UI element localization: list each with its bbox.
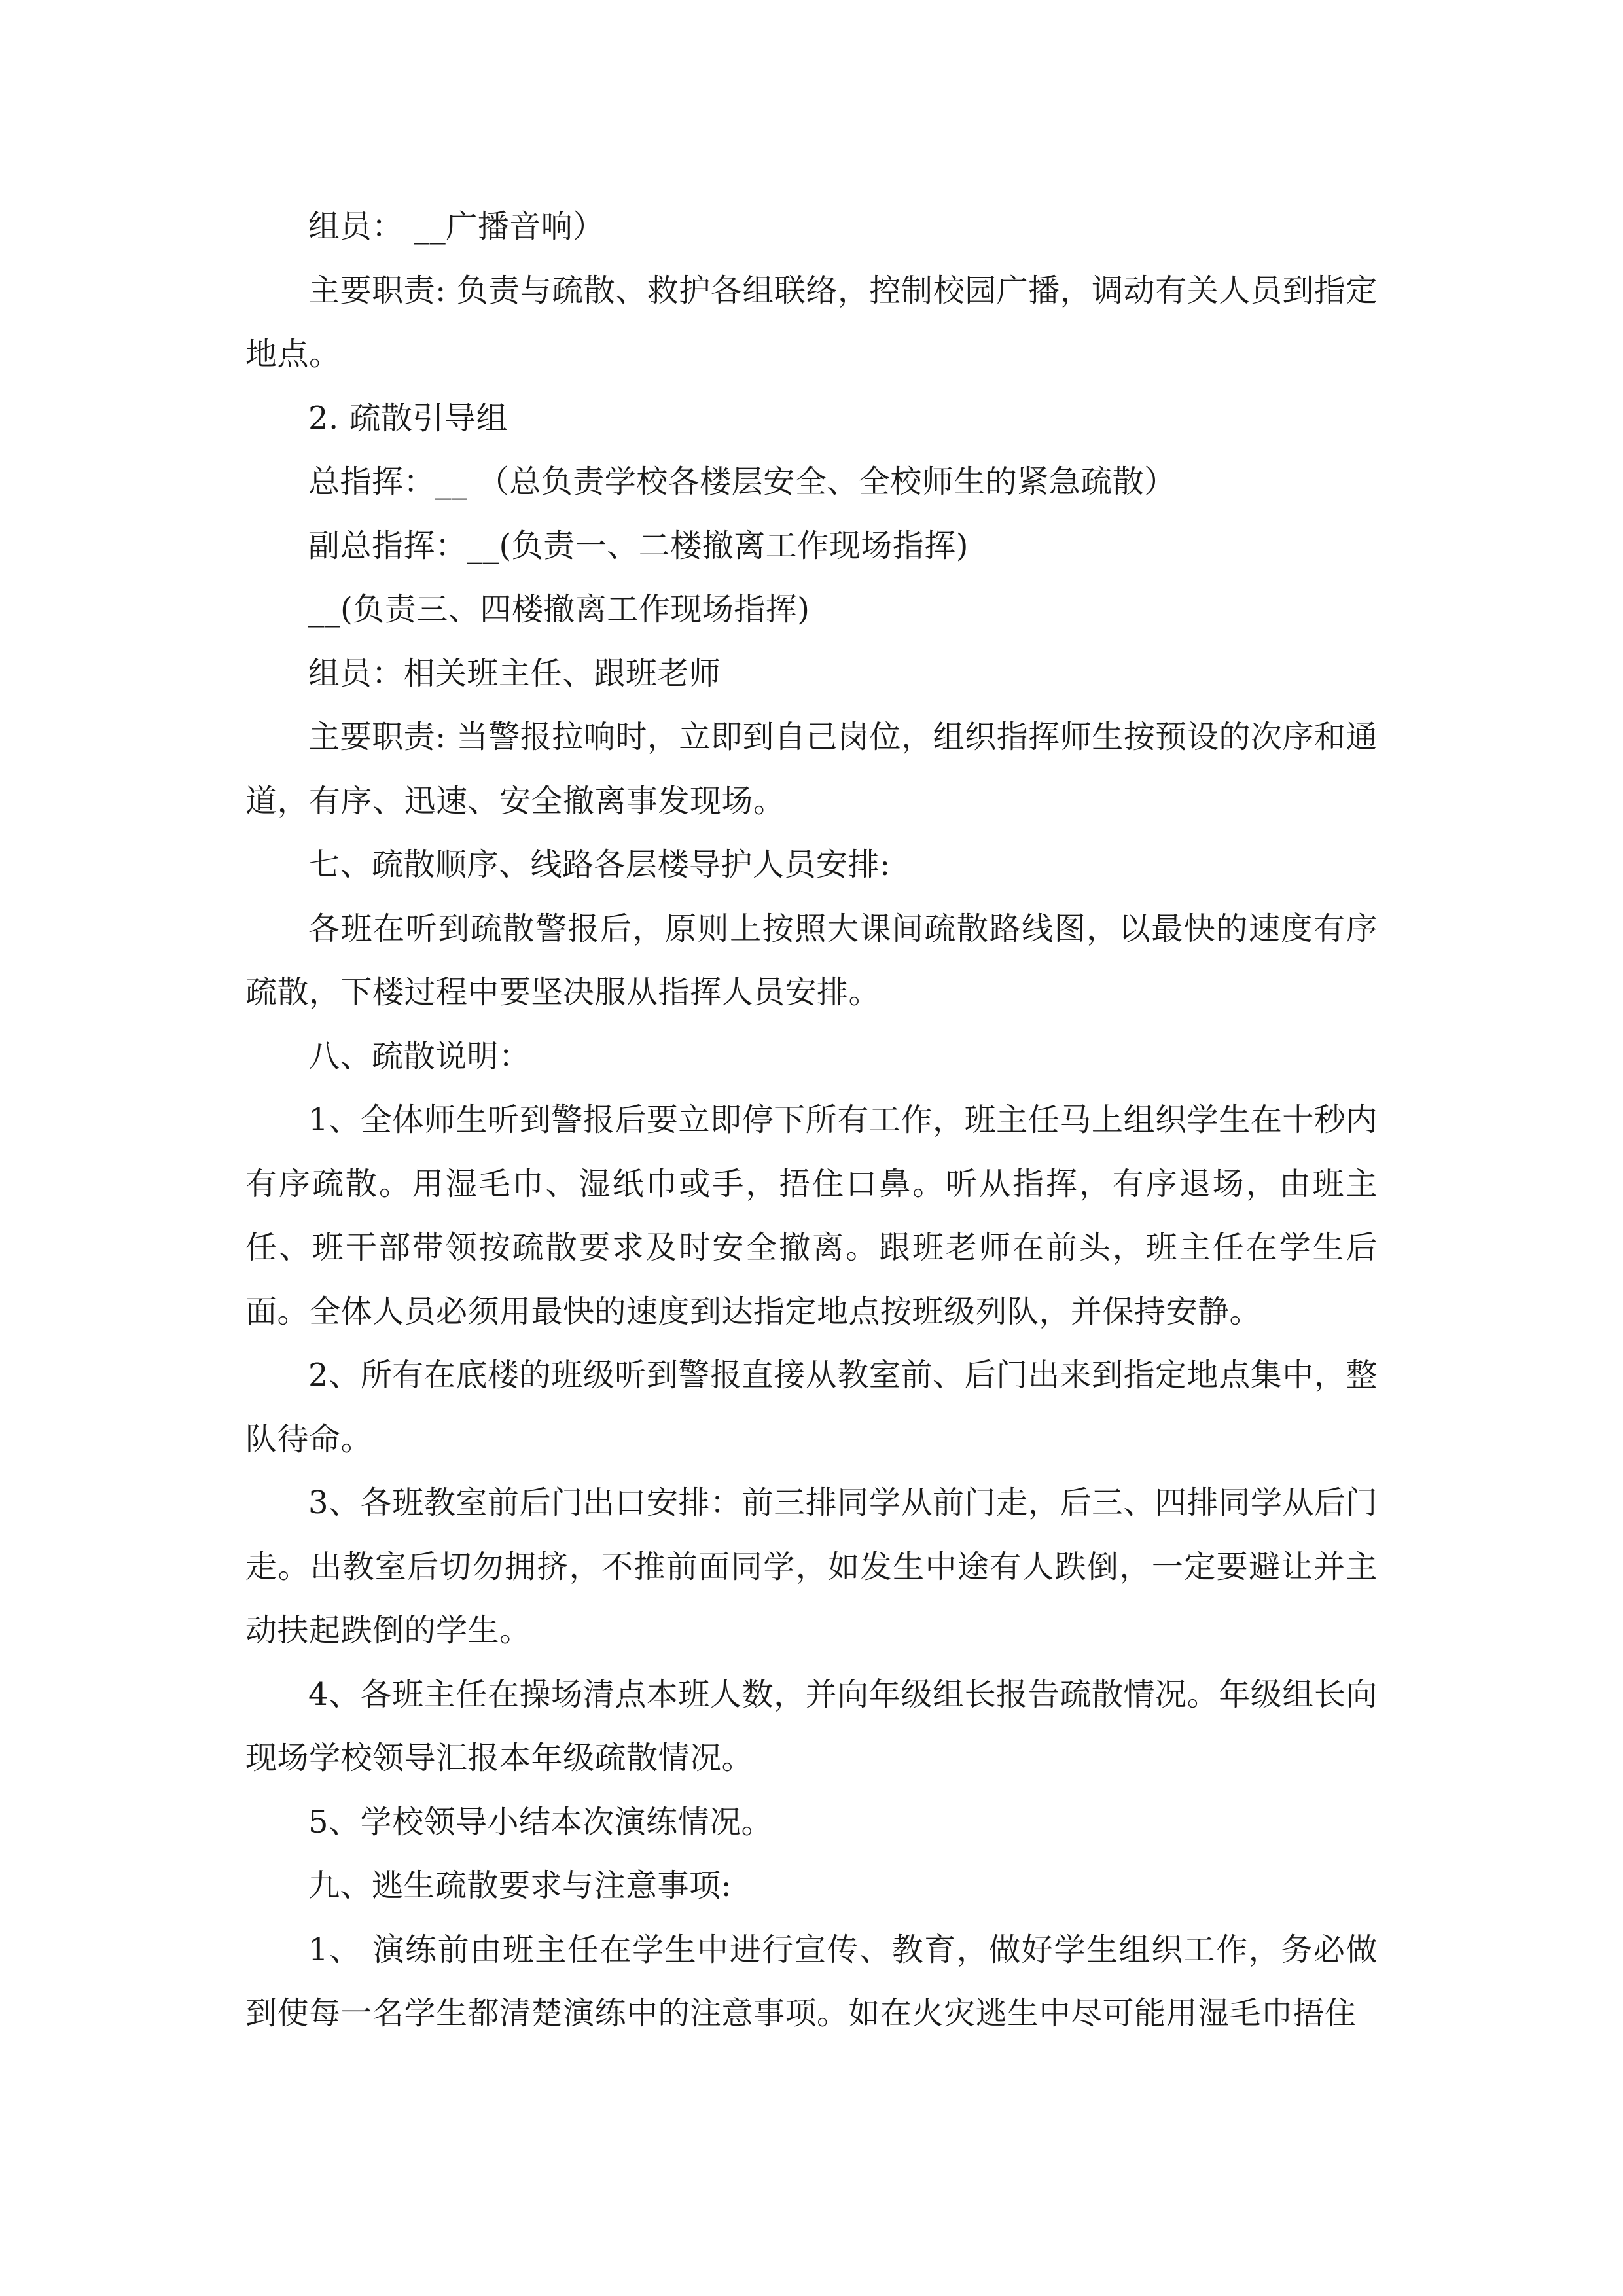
paragraph-member-broadcast: 组员： __广播音响） bbox=[308, 208, 605, 245]
document-body bbox=[245, 195, 1378, 2046]
paragraph-instruction-2: 2、所有在底楼的班级听到警报直接从教室前、后门出来到指定地点集中，整队待命。 bbox=[245, 1357, 1378, 1458]
paragraph-main-duty-evacuation: 主要职责: 当警报拉响时，立即到自己岗位，组织指挥师生按预设的次序和通道，有序、迅速、安全撤离事发现场。 bbox=[245, 719, 1378, 819]
paragraph-instruction-5: 5、学校领导小结本次演练情况。 bbox=[308, 1803, 774, 1840]
paragraph-main-duty-liaison: 主要职责: 负责与疏散、救护各组联络，控制校园广播，调动有关人员到指定地点。 bbox=[245, 272, 1378, 372]
paragraph-instruction-3: 3、各班教室前后门出口安排：前三排同学从前门走，后三、四排同学从后门走。出教室后切勿拥挤，不推前面同学，如发生中途有人跌倒，一定要避让并主动扶起跌倒的学生。 bbox=[245, 1484, 1378, 1649]
heading-section-seven: 七、疏散顺序、线路各层楼导护人员安排: bbox=[308, 846, 891, 883]
paragraph-chief-commander: 总指挥：__ （总负责学校各楼层安全、全校师生的紧急疏散） bbox=[308, 463, 1176, 500]
paragraph-deputy-commander: 副总指挥：__(负责一、二楼撤离工作现场指挥) bbox=[308, 527, 969, 564]
paragraph-evacuation-route: 各班在听到疏散警报后，原则上按照大课间疏散路线图，以最快的速度有序疏散，下楼过程中要坚决服从指挥人员安排。 bbox=[245, 910, 1378, 1011]
paragraph-instruction-4: 4、各班主任在操场清点本班人数，并向年级组长报告疏散情况。年级组长向现场学校领导汇报本年级疏散情况。 bbox=[245, 1676, 1378, 1776]
paragraph-requirement-1: 1、 演练前由班主任在学生中进行宣传、教育，做好学生组织工作，务必做到使每一名学生都清楚演练中的注意事项。如在火灾逃生中尽可能用湿毛巾捂住 bbox=[245, 1931, 1378, 2032]
paragraph-instruction-1: 1、全体师生听到警报后要立即停下所有工作，班主任马上组织学生在十秒内有序疏散。用湿毛巾、湿纸巾或手，捂住口鼻。听从指挥，有序退场，由班主任、班干部带领按疏散要求及时安全撤离。跟班老师在前头，班主任在学生后面。全体人员必须用最快的速度到达指定地点按班级列队，并保持安静。 bbox=[245, 1102, 1378, 1330]
heading-section-eight: 八、疏散说明： bbox=[308, 1037, 531, 1075]
heading-section-nine: 九、逃生疏散要求与注意事项: bbox=[308, 1867, 732, 1904]
paragraph-members-teachers: 组员：相关班主任、跟班老师 bbox=[308, 655, 721, 692]
paragraph-deputy-commander-2: __(负责三、四楼撤离工作现场指挥) bbox=[308, 591, 810, 628]
heading-evacuation-guide-group: 2. 疏散引导组 bbox=[308, 399, 508, 437]
